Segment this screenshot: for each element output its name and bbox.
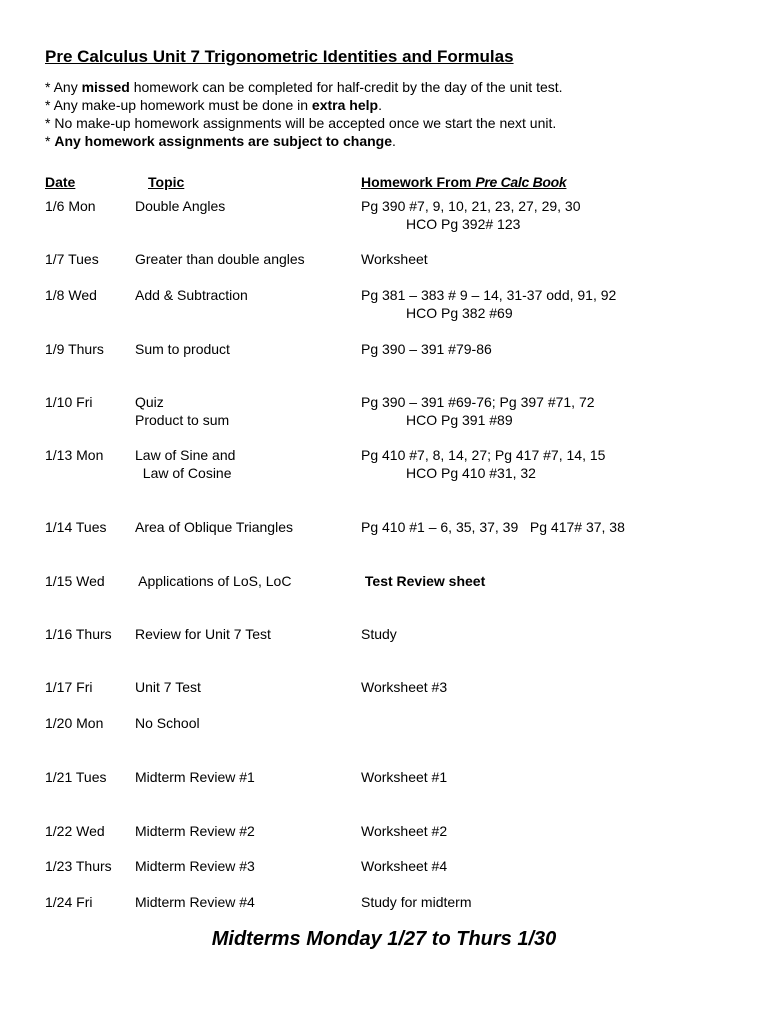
row-date: 1/6 Mon bbox=[45, 198, 96, 214]
header-homework-prefix: Homework From bbox=[361, 174, 476, 190]
row-homework bbox=[361, 625, 397, 643]
topic-line: Quiz bbox=[135, 394, 164, 410]
homework-line: Worksheet #2 bbox=[361, 823, 448, 839]
note-item: * Any homework assignments are subject to change. bbox=[45, 133, 396, 149]
homework-line: Pg 381 – 383 # 9 – 14, 31-37 odd, 91, 92 bbox=[361, 287, 617, 303]
homework-line: Worksheet #1 bbox=[361, 769, 448, 785]
row-date: 1/14 Tues bbox=[45, 519, 107, 535]
row-homework bbox=[361, 857, 447, 875]
note-item: * Any missed homework can be completed for half-credit by the day of the unit test. bbox=[45, 79, 563, 95]
homework-line: Pg 410 #7, 8, 14, 27; Pg 417 #7, 14, 15 bbox=[361, 447, 606, 463]
row-topic bbox=[135, 393, 229, 429]
row-topic bbox=[135, 446, 235, 482]
row-topic bbox=[135, 857, 255, 875]
homework-line: Worksheet bbox=[361, 251, 428, 267]
row-topic bbox=[135, 822, 255, 840]
topic-line: Add & Subtraction bbox=[135, 287, 248, 303]
row-homework bbox=[361, 678, 447, 696]
row-topic bbox=[135, 518, 293, 536]
topic-line: Law of Sine and bbox=[135, 447, 236, 463]
header-date: Date bbox=[45, 174, 76, 190]
header-topic: Topic bbox=[148, 174, 185, 190]
homework-line: Worksheet #4 bbox=[361, 858, 448, 874]
row-homework bbox=[361, 393, 595, 429]
topic-line: Midterm Review #2 bbox=[135, 823, 255, 839]
topic-line: No School bbox=[135, 715, 200, 731]
homework-line: HCO Pg 410 #31, 32 bbox=[406, 465, 536, 481]
note-item: * No make-up homework assignments will be accepted once we start the next unit. bbox=[45, 115, 557, 131]
row-topic bbox=[135, 678, 201, 696]
homework-line: Worksheet #3 bbox=[361, 679, 448, 695]
row-date: 1/20 Mon bbox=[45, 715, 104, 731]
homework-line: Pg 390 – 391 #79-86 bbox=[361, 341, 492, 357]
row-homework bbox=[361, 340, 492, 358]
topic-line: Applications of LoS, LoC bbox=[135, 573, 292, 589]
topic-line: Law of Cosine bbox=[135, 465, 232, 481]
row-topic bbox=[135, 197, 225, 215]
topic-line: Sum to product bbox=[135, 341, 230, 357]
row-date: 1/16 Thurs bbox=[45, 626, 112, 642]
row-homework bbox=[361, 768, 447, 786]
row-date: 1/9 Thurs bbox=[45, 341, 104, 357]
topic-line: Double Angles bbox=[135, 198, 226, 214]
row-homework bbox=[361, 822, 447, 840]
row-homework bbox=[361, 518, 625, 536]
homework-line: HCO Pg 391 #89 bbox=[406, 412, 513, 428]
row-date: 1/7 Tues bbox=[45, 251, 99, 267]
topic-line: Area of Oblique Triangles bbox=[135, 519, 293, 535]
row-topic bbox=[135, 286, 248, 304]
homework-line: Test Review sheet bbox=[361, 573, 486, 589]
document-title: Pre Calculus Unit 7 Trigonometric Identities and Formulas bbox=[45, 47, 514, 66]
midterms-footer: Midterms Monday 1/27 to Thurs 1/30 bbox=[211, 928, 557, 950]
header-homework-book: Pre Calc Book bbox=[475, 174, 567, 190]
notes-list bbox=[45, 78, 563, 150]
row-topic bbox=[135, 714, 200, 732]
row-date: 1/21 Tues bbox=[45, 769, 107, 785]
row-date: 1/17 Fri bbox=[45, 679, 93, 695]
row-topic bbox=[135, 768, 255, 786]
homework-line: Pg 410 #1 – 6, 35, 37, 39 Pg 417# 37, 38 bbox=[361, 519, 625, 535]
row-topic bbox=[135, 893, 255, 911]
row-homework bbox=[361, 446, 605, 482]
homework-line: Pg 390 #7, 9, 10, 21, 23, 27, 29, 30 bbox=[361, 198, 581, 214]
homework-line: HCO Pg 392# 123 bbox=[406, 216, 521, 232]
topic-line: Greater than double angles bbox=[135, 251, 305, 267]
row-homework bbox=[361, 197, 581, 233]
topic-line: Product to sum bbox=[135, 412, 230, 428]
row-date: 1/22 Wed bbox=[45, 823, 105, 839]
topic-line: Midterm Review #1 bbox=[135, 769, 255, 785]
row-date: 1/8 Wed bbox=[45, 287, 97, 303]
row-homework bbox=[361, 572, 485, 590]
topic-line: Midterm Review #3 bbox=[135, 858, 255, 874]
homework-line: Study for midterm bbox=[361, 894, 472, 910]
row-date: 1/15 Wed bbox=[45, 573, 105, 589]
row-homework bbox=[361, 893, 471, 911]
row-topic bbox=[135, 340, 230, 358]
row-topic bbox=[135, 250, 305, 268]
row-date: 1/24 Fri bbox=[45, 894, 93, 910]
homework-line: Study bbox=[361, 626, 397, 642]
row-homework bbox=[361, 250, 428, 268]
row-date: 1/13 Mon bbox=[45, 447, 104, 463]
note-item: * Any make-up homework must be done in extra help. bbox=[45, 97, 382, 113]
header-homework bbox=[361, 174, 566, 190]
row-topic bbox=[135, 572, 291, 590]
homework-line: HCO Pg 382 #69 bbox=[406, 305, 513, 321]
topic-line: Midterm Review #4 bbox=[135, 894, 255, 910]
row-homework bbox=[361, 286, 616, 322]
homework-line: Pg 390 – 391 #69-76; Pg 397 #71, 72 bbox=[361, 394, 595, 410]
topic-line: Review for Unit 7 Test bbox=[135, 626, 271, 642]
row-date: 1/10 Fri bbox=[45, 394, 93, 410]
row-topic bbox=[135, 625, 271, 643]
row-date: 1/23 Thurs bbox=[45, 858, 112, 874]
topic-line: Unit 7 Test bbox=[135, 679, 201, 695]
